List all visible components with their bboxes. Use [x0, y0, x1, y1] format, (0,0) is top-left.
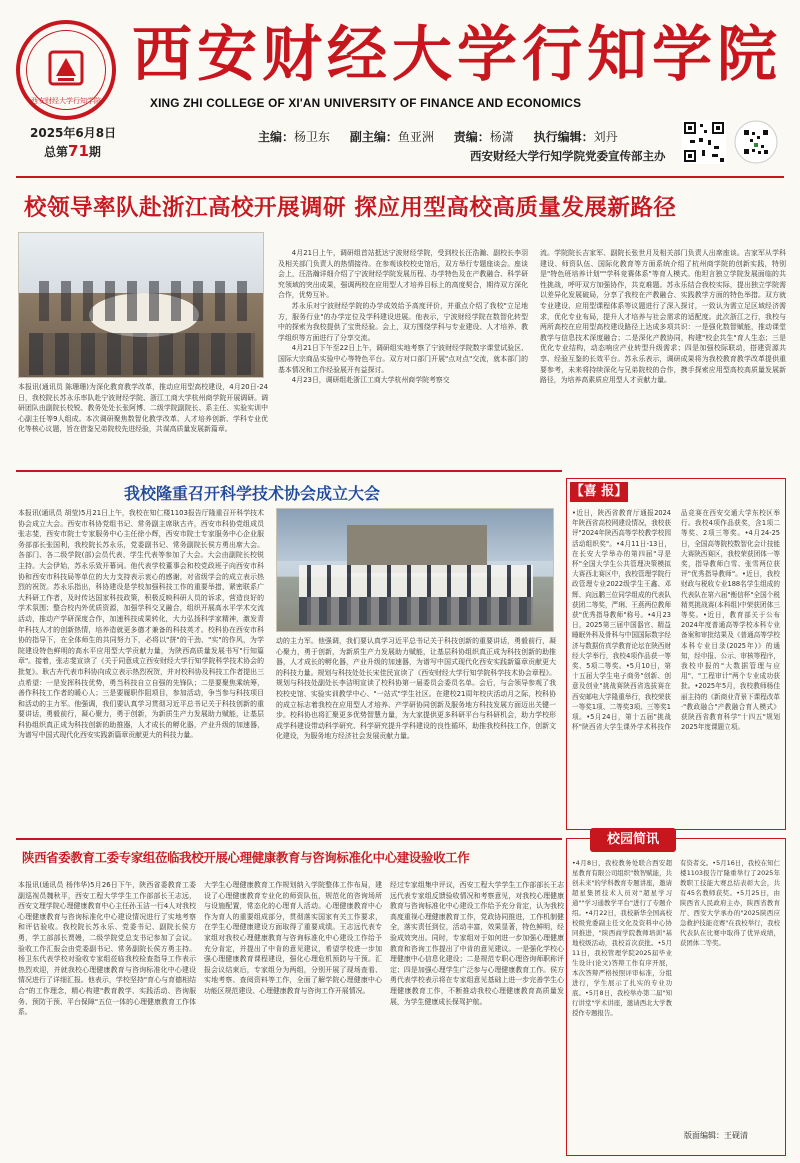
publisher: 西安财经大学行知学院党委宣传部主办: [470, 149, 666, 163]
seal-emblem-icon: [44, 46, 88, 90]
masthead: [0, 0, 800, 180]
qr-code-left: [682, 120, 726, 164]
editor-line: 主编：杨卫东 副主编：鱼亚洲 责编：杨潇 执行编辑：刘丹: [258, 130, 618, 144]
campus-box-col1: •4月8日，我校教务处联合西安超星教育有限公司组织"数智赋能，共创未来"的学科教育专题讲座，邀请超星集团技术人员对"超星学习通""学习通教学平台"进行了专题介绍。•4月22日，我校新华全国高校校级党委副主任文化及资料中心协同推进，"陕西商学院教师培训"基地校级活动，我校首次获批。•5月11日，我校管理学院2025届毕业生设计(论文)答辩工作有序开展，本次答辩严格按照评审标准，分组进行，学生展示了扎实的专业功底。•5月8日，我校举办第二届"知行讲堂"学术讲座，邀请西北大学教授作专题报告。: [572, 859, 672, 1017]
article1-photo-meeting: [18, 232, 264, 378]
article2-headline: 我校隆重召开科学技术协会成立大会: [124, 484, 381, 503]
college-seal-logo: [16, 20, 116, 120]
article3-top-divider: [16, 838, 562, 840]
qr-code-icon: [682, 120, 726, 164]
campus-box-title: 校园简讯: [590, 828, 676, 852]
campus-box-col2: 有资者交。•5月16日，我校在知仁楼1103报告厅隆重举行了2025年教职工技能大赛总结表彰大会，共有45名教师获奖。•5月25日，由陕西省人民政府主办，陕西省教育厅、西安大学承办的"2025陕西应急救护技能竞赛"在我校举行，我校代表队在比赛中取得了优异成绩，获团体二等奖。: [680, 859, 780, 947]
article3-col3: 经过专家组集中评议，西安工程大学学生工作部部长王志远代表专家组反馈验收情况和考察意见，对我校心理健康教育与咨询标准化中心建设工作给予充分肯定，认为我校高度重视心理健康教育工作，党政协同推进，工作机制健全，落实责任到位，活动丰富，效果显著，特色鲜明，经验成效突出。同时，专家组对于如何进一步加强心理健康教育和咨询工作提出了中肯的意见建议。一是强化学校心理健康中心信息化建设；二是规范专职心理咨询师职称评定；四是加强心理学生广泛参与心理健康教育工作。侯方勇代表学校表示将在专家组意见基础上进一步完善学生心理健康教育工作，不断推动我校心理健康教育高质量发展，为学生健康成长保驾护航。: [390, 881, 564, 1006]
article1-col3: 流。学院院长吉家军、副院长张世月及相关部门负责人出席座谈。吉家军从学科建设、师资队伍、国际化教育等方面系统介绍了杭州商学院的创新实践，特别是"特色班培养计划""学科竞赛体系"等育人模式。他坦言独立学院发展面临的共性挑战，呼吁双方加强协作，共克难题。苏永乐结合我校实际，提出独立学院需以差异化发展破局，分享了我校在产教融合、实践教学方面的特色举措。双方就专业建设、应用型课程体系等议题进行了深入探讨，一致认为需立足区域经济需求，优化专业布局，提升人才培养与社会需求的适配度。此次浙江之行，我校与两所高校在应用型高校建设路径上达成多项共识：一是强化数智赋能，推动课堂教学与信息技术深度融合；二是深化产教协同，构建"校企共生"育人生态；三是优化专业结构，动态响应产业转型升级需求；四是加强校际联动，搭建资源共享、经验互鉴的长效平台。苏永乐表示，调研成果将为我校教育教学改革提供重要参考，未来将持续深化与兄弟院校的合作，携手探索应用型高校高质量发展新路径，为培养高素质应用型人才贡献力量。: [540, 249, 786, 385]
article2-col1: 本报讯(通讯员 胡莹)5月21日上午，我校在知仁楼1103报告厅隆重召开科学技术协会成立大会。西安市科协党组书记、常务副主席耿古卉，西安市科协党组成员张志斐，西安市院士专家服务中心主任徐小辉，西安市院士专家服务中心企业服务部部长张国利，我校院长苏永乐，党委副书记、常务副院长侯方勇出席大会。各部门、各二级学院(部)会员代表、学生代表等参加了大会。大会由副院长校锐主持。大会伊始，苏永乐致开幕词。他代表学校董事会和校党政班子向西安市科协和西安市科技局等单位的大力支持表示衷心的感谢，对省级学会的成立表示热烈的祝贺。苏永乐指出，科协建设是学校加强科技工作的重要举措，紧密联系广大科研工作者，及时传达国家科技政策，积极反映科研人员的诉求，营造良好的学术氛围；整合校内外优质资源，加强学科交叉融合，组织开展高水平学术交流活动，推动产学研深度合作，加速科技成果转化，大力弘扬科学家精神，激发青年科技人才的创新热情，培养造就更多德才兼备的科技英才。校科协在西安市科协的指导下，在全体师生的共同努力下，必将以"拼"的干劲、"实"的作风，为学院建设特色鲜明的高水平应用型大学贡献力量，为陕西高质量发展书写"行知篇章"。接着，张志斐宣读了《关于同意成立西安财经大学行知学院科学技术协会的批复》。耿古卉代表市科协向成立表示热烈祝贺，并对校科协及科技工作者提出三点希望：一是发挥科技优势，勇当科技自立自强的先锋队；二是要聚焦乘统筹，善作科技工作者的暖心人；三是要履职作阻项目，参加活动，争当参与科技项目和活动的主力军。他强调，我们要认真学习贯彻习近平总书记关于科技创新的重要讲话，勇毅前行，凝心聚力，勇于创新，为新质生产力发展助力赋能，让基层科协组织真正成为科技创新的助推器，人才成长的孵化器，产业升级的加速器，为谱写中国式现代化西安实践新篇章贡献更大的科技力量。: [18, 509, 264, 740]
news-box-title: 【喜 报】: [570, 482, 628, 502]
issue-number: 总第71期: [44, 142, 101, 160]
qr-code-right: [734, 120, 778, 164]
layout-editor: 版面编辑：王砚清: [684, 1131, 748, 1140]
article3-col1: 本报讯(通讯员 杨伟华)5月26日下午，陕西省委教育工委副巡视员魏秋平，西安工程大学学生工作部部长王志远，西安文理学院心理健康教育中心主任孙玉洁一行4人对我校心理健康教育与咨询标准化中心建设情况进行了实地考察和评估验收。我校院长苏永乐、党委书记、副院长侯方勇，学工部部长贾嫚，二级学院党总支书记参加了会议。验收工作汇报会由党委副书记、常务副院长侯方勇主持。杨卫东代表学校对验收专家组莅临我校检查指导工作表示热烈欢迎，并就我校心理健康教育与咨询标准化中心建设情况进行了详细汇报。他表示，学校坚持"育心与育德相结合"的工作理念，精心构建"教育教学、实践活动、咨询服务、预防干预、平台保障"五位一体的心理健康教育工作体系。: [18, 881, 196, 1017]
article1-divider: [16, 470, 562, 472]
masthead-subtitle: XING ZHI COLLEGE OF XI'AN UNIVERSITY OF FINANCE AND ECONOMICS: [150, 96, 582, 110]
article1-headline: 校领导率队赴浙江高校开展调研 探应用型高校高质量发展新路径: [24, 195, 677, 221]
qr-code-icon: [734, 120, 778, 164]
masthead-divider: [16, 176, 784, 178]
article3-col2: 大学生心理健康教育工作规划纳入学院整体工作布局，建设了心理健康教育专业化的师资队伍，规范化的咨询场所与设施配置，常态化的心理育人活动。心理健康教育中心作为育人的重要组成部分，贯彻落实国家有关工作要求，在学生心理健康建设方面取得了重要成绩。王志远代表专家组对我校心理健康教育与咨询标准化中心建设工作给予充分肯定，并提出了中肯的意见建议，希望学校进一步加强心理健康教育课程建设，强化心理危机预防与干预。汇报会议结束后，专家组分为两组，分别开展了现场查看、实地考察、查阅资料等工作，全面了解学院心理健康中心功能区规范建设、心理健康教育与咨询工作开展情况。: [204, 881, 382, 995]
article3-headline: 陕西省委教育工委专家组莅临我校开展心理健康教育与咨询标准化中心建设验收工作: [22, 850, 470, 865]
article1-col2: 4月21日上午，调研组首站抵达宁波财经学院，受到校长汪浩瀚、副校长李羽及相关部门负责人的热情接待。在参观该校校史馆后，双方举行专题座谈会。座谈会上，汪浩瀚详细介绍了宁波财经学院发展历程、办学特色及在产教融合、科学研究领域的突出成果，强调两校在应用型人才培养目标上的高度契合，期待双方深化合作，优势互补。 苏永乐对宁波财经学院的办学成效给予高度评价，并重点介绍了我校"立足地方，服务行业"的办学定位及学科建设进展。他表示，宁波财经学院在数智化转型中的探索为我校提供了宝贵经验。会上，双方围绕学科与专业建设、人才培养、教学组织等方面进行了分享交流。 4月21日下午至22日上午，调研组实地考察了宁波财经学院数字课堂试验区、国际大宗商品实验中心等特色平台。双方对口部门开展"点对点"交流，就本部门的基本情况和工作经验展开有益探讨。 4月23日，调研组赴浙江工商大学杭州商学院考察交: [278, 249, 528, 385]
article1-col1: 本报讯(通讯员 陈珊珊)为深化教育教学改革，推动应用型高校建设，4月20日-24日，我校院长苏永乐率队赴宁波财经学院、浙江工商大学杭州商学院开展调研。调研团队由副院长校锐、教务处处长张阿博、二级学院副院长、系主任、实验实训中心副主任等9人组成。本次调研聚焦数智化教学改革、人才培养创新、学科专业优化等核心议题，旨在借鉴兄弟院校先进经验，共谋高质量发展新篇章。: [18, 383, 268, 434]
seal-text: 西安财经大学行知学院: [31, 97, 101, 105]
article2-col2: 动的主力军。他强调，我们要认真学习近平总书记关于科技创新的重要讲话，勇毅前行，凝心聚力，勇于创新，为新质生产力发展助力赋能，让基层科协组织真正成为科技创新的助推器，人才成长的孵化器，产业升级的加速器，为谱写中国式现代化西安实践新篇章贡献更大的科技力量。规划与科技处处长宋佳民宣读了《西安财经大学行知学院科学技术协会章程》。规划与科技处副处长李洁明宣读了校科协第一届委员会委员名单。会后，与会领导参观了我校校史馆、实验实训教学中心、"一站式"学生社区。在建校21周年校庆活动月之际，校科协的成立标志着我校在应用型人才培养、产学研协同创新及服务地方科技发展方面迈出关键一步。校科协也将汇聚更多优势智慧力量，为大家提供更多科研平台与科研机会，助力学校形成学科建设带动科学研究、科学研究提升学科建设的良性循环，助推我校科技工作，创新文化建设，为服务地方经济社会发展贡献力量。: [276, 637, 556, 741]
masthead-title: 西安财经大学行知学院: [132, 20, 782, 90]
news-box-text: •近日，陕西省教育厅通报2024年陕西省高校网建设情况，我校获评"2024年陕西高等学校教学校园活动组织奖"。•4月11日-13日，在长安大学举办的第四届"寻是杯"全国大学生公共管理决策模拟大赛西北赛区中，我校管理学院行政管理专业2022级学生王鑫、邓辉、向远鹏三位同学组成的代表队获团二等奖，严琍、王燕两位教师获"优秀指导教师"称号。•4月23日，2025第三届中国器官、精益睡眠外科及骨科与中国国际数字经济与数据仿真学教育论坛在陕西财经大学举行，我校4项作品获一等奖、5项二等奖。•5月10日，第十五届大学生电子商务"创新、创意及创业"挑战赛陕西省选拔赛在西安邮电大学隆重举行，我校荣获一等奖1项、二等奖3项、三等奖1项。•5月24日，第十五届"挑战杯"陕西省大学生课外学术科技作品竞赛在西安交通大学东校区举行。我校4项作品获奖，含1项二等奖、2项三等奖。•4月24-25日，全国高等院校数智化会计技能大赛陕西赛区，我校荣获团体一等奖，指导教师白雪、张雪两位获评"优秀指导教师"。•近日，我校财政与税收专业188名学生组成的代表队在第六届"衡信杯"全国个税精英挑战赛(本科组)中荣获团体三等奖。•近日，教育部关于公布2024年度普通高等学校本科专业备案和审批结果及《普通高等学校本科专业目录(2025年)》的通知，经申报、公示、审核等程序，我校申报的"大数据管理与应用"、"工程审计"两个专业成功获批。•2025年5月，我校教师杨佳丽主持的《新商业背景下课程改革·"教政融合"产教融合育人模式》获陕西省教育科学"十四五"规划2025年度课题立项。: [572, 509, 780, 732]
issue-date: 2025年6月8日: [30, 126, 117, 140]
article2-photo-group: [276, 508, 554, 632]
